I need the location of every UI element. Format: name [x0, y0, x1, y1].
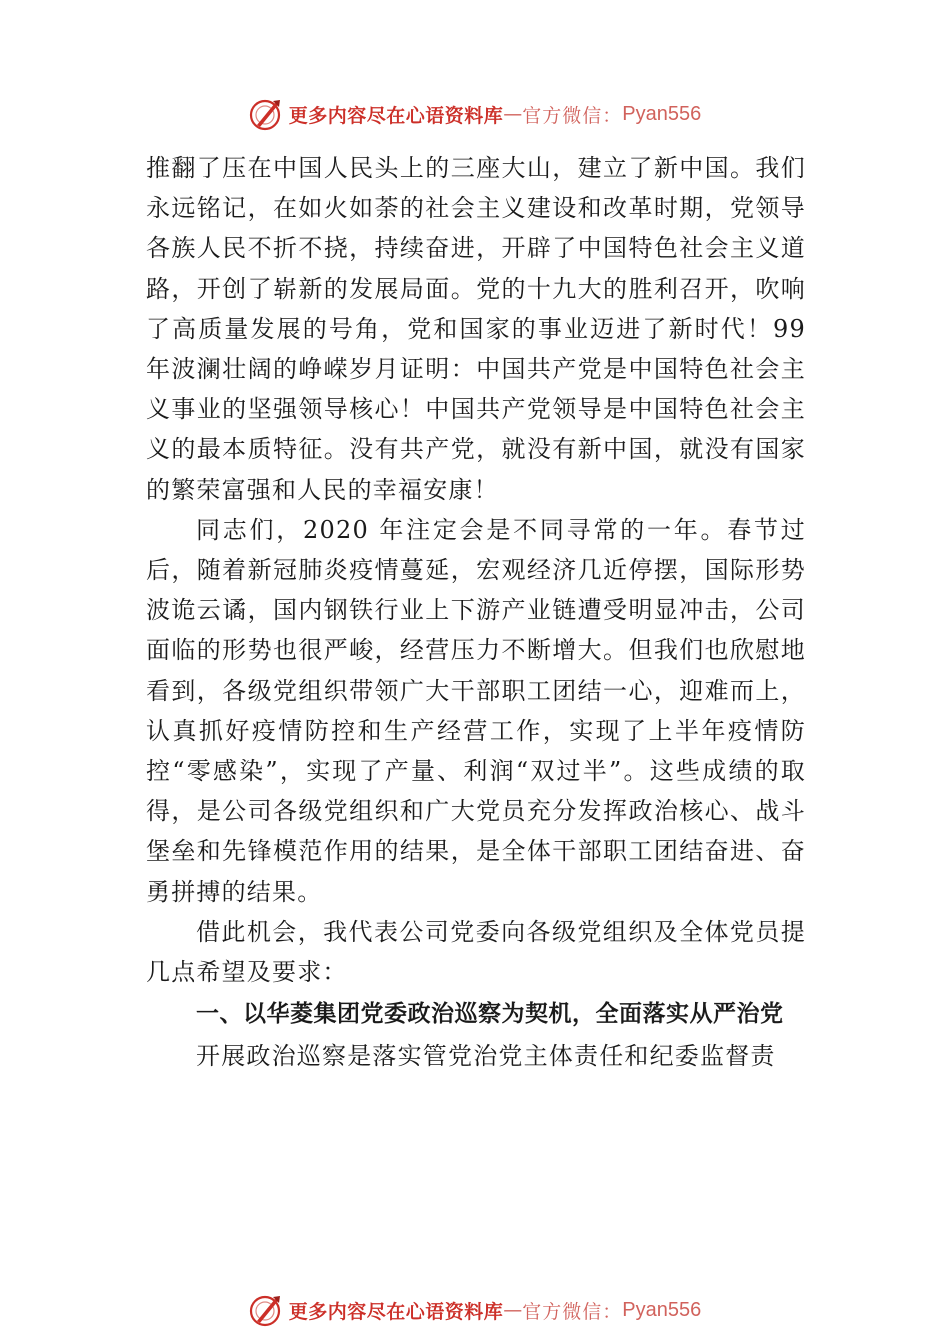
- paragraph-4: 开展政治巡察是落实管党治党主体责任和纪委监督责: [196, 1042, 776, 1071]
- banner-wechat-id: Pyan556: [622, 1298, 702, 1321]
- paragraph-3: 借此机会，我代表公司党委向各级党组织及全体党员提几点希望及要求：: [146, 917, 806, 987]
- banner-main-text: 更多内容尽在心语资料库: [288, 1300, 504, 1323]
- banner-wechat-id: Pyan556: [622, 102, 702, 125]
- banner-dash: —: [503, 1299, 523, 1321]
- banner-wechat-label: 官方微信：: [522, 104, 623, 127]
- quill-logo-icon: [249, 1293, 283, 1327]
- document-body: [146, 148, 806, 1076]
- quill-logo-icon: [249, 97, 283, 131]
- banner-wechat-label: 官方微信：: [522, 1300, 623, 1323]
- section-heading: 一、以华菱集团党委政治巡察为契机，全面落实从严治党: [196, 1001, 784, 1028]
- paragraph-2: 同志们，2020 年注定会是不同寻常的一年。春节过后，随着新冠肺炎疫情蔓延，宏观经济几近停摆，国际形势波诡云谲，国内钢铁行业上下游产业链遭受明显冲击，公司面临的形势也很严峻，经营压力不断增大。但我们也欣慰地看到，各级党组织带领广大干部职工团结一心，迎难而上，认真抓好疫情防控和生产经营工作，实现了上半年疫情防控“零感染”，实现了产量、利润“双过半”。这些成绩的取得，是公司各级党组织和广大党员充分发挥政治核心、战斗堡垒和先锋模范作用的结果，是全体干部职工团结奋进、奋勇拼搏的结果。: [146, 515, 806, 906]
- banner-dash: —: [503, 103, 523, 125]
- footer-watermark-banner: [0, 1290, 950, 1330]
- header-watermark-banner: [0, 94, 950, 134]
- paragraph-1: 推翻了压在中国人民头上的三座大山，建立了新中国。我们永远铭记，在如火如荼的社会主义建设和改革时期，党领导各族人民不折不挠，持续奋进，开辟了中国特色社会主义道路，开创了崭新的发展局面。党的十九大的胜利召开，吹响了高质量发展的号角，党和国家的事业迈进了新时代！99年波澜壮阔的峥嵘岁月证明：中国共产党是中国特色社会主义事业的坚强领导核心！中国共产党领导是中国特色社会主义的最本质特征。没有共产党，就没有新中国，就没有国家的繁荣富强和人民的幸福安康！: [146, 154, 806, 504]
- banner-main-text: 更多内容尽在心语资料库: [288, 104, 504, 127]
